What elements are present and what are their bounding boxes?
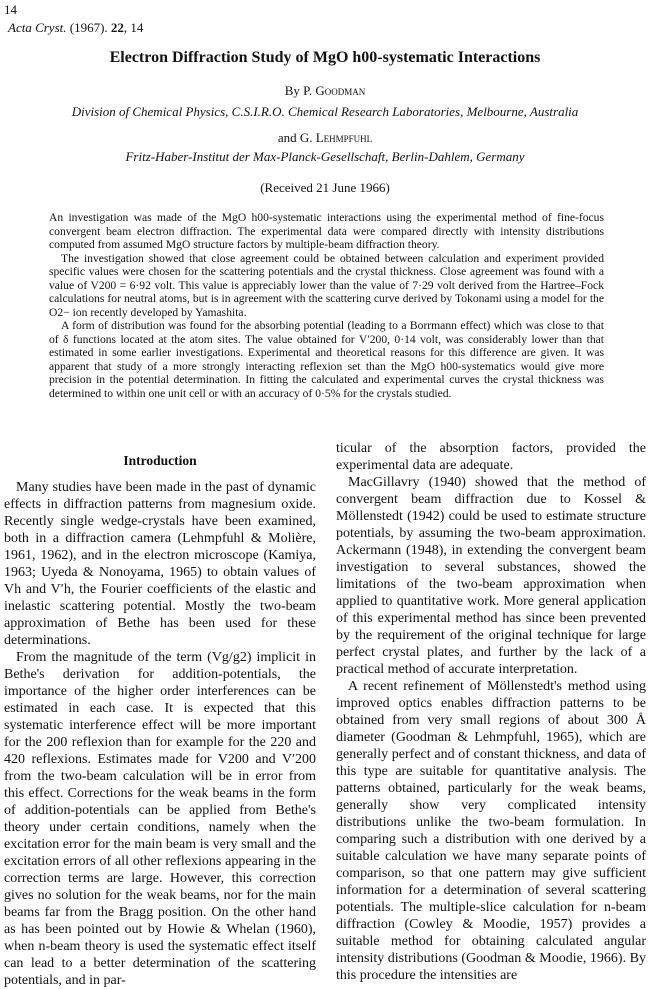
author-1 xyxy=(0,83,650,99)
body-paragraph: MacGillavry (1940) showed that the method of convergent beam diffraction due to Kossel & Möllenstedt (1942) could be used to estimate structure potentials, by assuming the two-beam approximation. Ackermann (1948), in extending the convergent beam investigation to several substances, showed the limitations of the two-beam approximation when applied to quantitative work. More general application of this experimental method has since been prevented by the requirement of the original technique for large perfect crystal plates, and further by the lack of a practical method of accurate interpretation. xyxy=(336,475,646,677)
author-2-name: Lehmpfuhl xyxy=(315,130,373,145)
citation-year: (1967). xyxy=(66,20,111,35)
section-heading-introduction: Introduction xyxy=(123,453,197,468)
article-title: Electron Diffraction Study of MgO h00-systematic Interactions xyxy=(109,49,541,66)
abstract-paragraph: An investigation was made of the MgO h00-systematic interactions using the experimental method of fine-focus convergent beam electron diffraction. The experimental data were compared directly with intensity distributions computed from assumed MgO structure factors by multiple-beam diffraction theory. xyxy=(49,211,604,251)
received-date: (Received 21 June 1966) xyxy=(260,180,390,195)
author-1-prefix: By P. xyxy=(284,83,316,98)
citation-volume: 22 xyxy=(110,20,124,35)
left-column xyxy=(4,452,316,989)
page-number: 14 xyxy=(4,2,17,17)
author-1-affiliation: Division of Chemical Physics, C.S.I.R.O. Chemical Research Laboratories, Melbourne, Australia xyxy=(71,104,579,119)
author-2 xyxy=(0,130,650,146)
journal-citation xyxy=(8,20,143,36)
abstract-paragraph: A form of distribution was found for the absorbing potential (leading to a Borrmann effect) which was close to that of δ functions located at the atom sites. The value obtained for V′200, 0·14 volt, was considerably lower than that estimated in some earlier investigations. Experimental and theoretical reasons for this difference are given. It was apparent that study of a more strongly interacting reflexion set than the MgO h00-systematics would give more precision in the potential determination. In fitting the calculated and experimental curves the crystal thickness was determined to within one unit cell or with an accuracy of 0·5% for the crystals studied. xyxy=(49,319,604,400)
journal-name: Acta Cryst. xyxy=(8,20,67,35)
body-paragraph: A recent refinement of Möllenstedt's method using improved optics enables diffraction patterns to be obtained from very small regions of about 300 Å diameter (Goodman & Lehmpfuhl, 1965), which are generally perfect and of constant thickness, and data of this type are suitable for quantitative analysis. The patterns obtained, particularly for the weak beams, generally show very complicated intensity distributions unlike the two-beam formulation. In comparing such a distribution with one derived by a suitable calculation we have many separate points of comparison, so that one pattern may give sufficient information for a determination of several scattering potentials. The multiple-slice calculation for n-beam diffraction (Cowley & Moodie, 1957) provides a suitable method for obtaining calculated angular intensity distributions (Goodman & Moodie, 1966). By this procedure the intensities are xyxy=(336,679,646,983)
abstract-paragraph: The investigation showed that close agreement could be obtained between calculation and experiment provided specific values were chosen for the scattering potentials and the crystal thickness. Close agreement was found with a value of V200 = 6·92 volt. This value is appreciably lower than the value of 7·29 volt derived from the Hartree–Fock calculations for neutral atoms, but is in agreement with the scattering curve derived by Tokonami using a model for the O2− ion recently developed by Yamashita. xyxy=(49,251,604,319)
author-2-affiliation: Fritz-Haber-Institut der Max-Planck-Gesellschaft, Berlin-Dahlem, Germany xyxy=(125,149,525,164)
citation-page: , 14 xyxy=(123,20,144,35)
body-paragraph: Many studies have been made in the past of dynamic effects in diffraction patterns from magnesium oxide. Recently single wedge-crystals have been examined, both in a diffraction camera (Lehmpfuhl & Molière, 1961, 1962), and in the electron microscope (Kamiya, 1963; Uyeda & Nonoyama, 1965) to obtain values of Vh and V′h, the Fourier coefficients of the elastic and inelastic scattering potential. Mostly the two-beam approximation of Bethe has been used for these determinations. xyxy=(4,480,316,648)
abstract xyxy=(49,211,604,400)
body-paragraph-continued: ticular of the absorption factors, provided the experimental data are adequate. xyxy=(336,441,646,473)
author-1-name: Goodman xyxy=(315,83,366,98)
author-2-prefix: and G. xyxy=(277,130,316,145)
right-column xyxy=(336,440,646,984)
body-paragraph: From the magnitude of the term (Vg/g2) implicit in Bethe's derivation for addition-potentials, the importance of the higher order interferences can be estimated in each case. It is expected that this systematic interference effect will be more important for the 200 reflexion than for example for the 220 and 420 reflexions. Estimates made for V200 and V′200 from the two-beam calculation will be in error from this effect. Corrections for the weak beams in the form of addition-potentials can be applied from Bethe's theory under certain conditions, namely when the excitation error for the main beam is very small and the excitation errors of all other reflexions appearing in the correction terms are large. However, this correction gives no solution for the weak beams, nor for the main beams far from the Bragg position. On the other hand as has been pointed out by Howie & Whelan (1960), when n-beam theory is used the systematic effect itself can lead to a better determination of the scattering potentials, and in par- xyxy=(4,650,316,988)
